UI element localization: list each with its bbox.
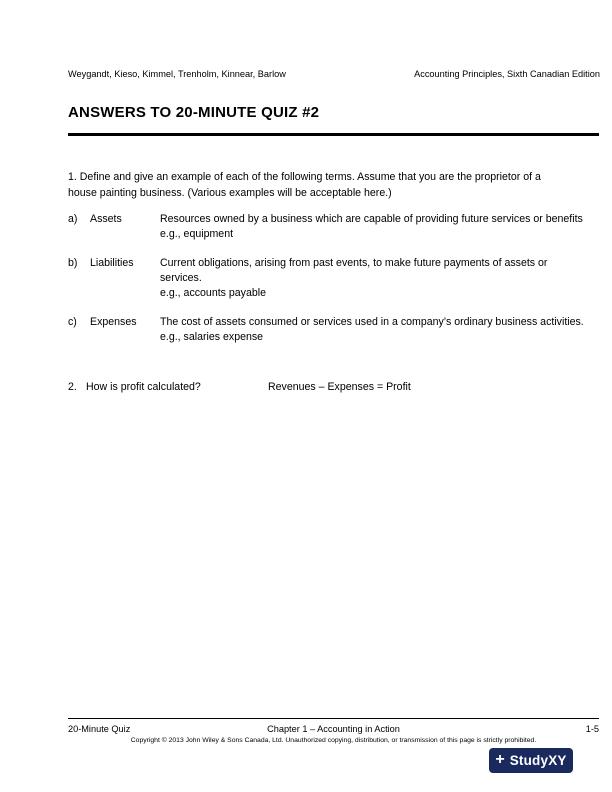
question-2 [68, 380, 411, 395]
question-2-answer: Revenues – Expenses = Profit [268, 381, 411, 393]
brand-name: StudyXY [509, 753, 567, 768]
term-body [160, 256, 588, 301]
term-example: e.g., salaries expense [160, 331, 264, 343]
footer-copyright: Copyright © 2013 John Wiley & Sons Canada, Ltd. Unauthorized copying, distribution, or transmission of this page is strictly prohibited. [130, 737, 537, 744]
term-marker: a) [68, 213, 78, 225]
list-item [68, 256, 588, 301]
term-label [68, 315, 160, 345]
term-definition: Current obligations, arising from past events, to make future payments of assets or services. [160, 257, 548, 284]
studyxy-logo [489, 748, 573, 773]
term-name: Liabilities [90, 257, 134, 269]
footer-chapter-label: Chapter 1 – Accounting in Action [267, 724, 400, 734]
term-label [68, 256, 160, 301]
term-marker: c) [68, 316, 77, 328]
footer-divider [68, 718, 599, 719]
question-2-number: 2. [68, 381, 77, 393]
question-2-text: How is profit calculated? [86, 381, 201, 393]
header-authors: Weygandt, Kieso, Kimmel, Trenholm, Kinnear, Barlow [68, 69, 286, 79]
question-1-text: 1. Define and give an example of each of the following terms. Assume that you are the proprietor of a house painting business. (Various examples will be acceptable here.) [68, 171, 541, 199]
term-body [160, 212, 588, 242]
header-book-title: Accounting Principles, Sixth Canadian Edition [414, 69, 600, 79]
term-marker: b) [68, 257, 78, 269]
term-name: Assets [90, 213, 122, 225]
page-header [68, 68, 600, 80]
plus-icon: + [495, 750, 505, 768]
term-definition: Resources owned by a business which are capable of providing future services or benefits [160, 213, 583, 225]
term-body [160, 315, 588, 345]
term-definition: The cost of assets consumed or services used in a company’s ordinary business activities. [160, 316, 584, 328]
title-divider [68, 133, 599, 136]
term-example: e.g., accounts payable [160, 287, 267, 299]
footer-quiz-label: 20-Minute Quiz [68, 724, 131, 734]
list-item [68, 315, 588, 345]
term-label [68, 212, 160, 242]
term-example: e.g., equipment [160, 228, 234, 240]
terms-list [68, 212, 588, 359]
page-title: ANSWERS TO 20-MINUTE QUIZ #2 [68, 104, 320, 121]
list-item [68, 212, 588, 242]
term-name: Expenses [90, 316, 137, 328]
footer-page-number: 1-5 [585, 724, 599, 734]
